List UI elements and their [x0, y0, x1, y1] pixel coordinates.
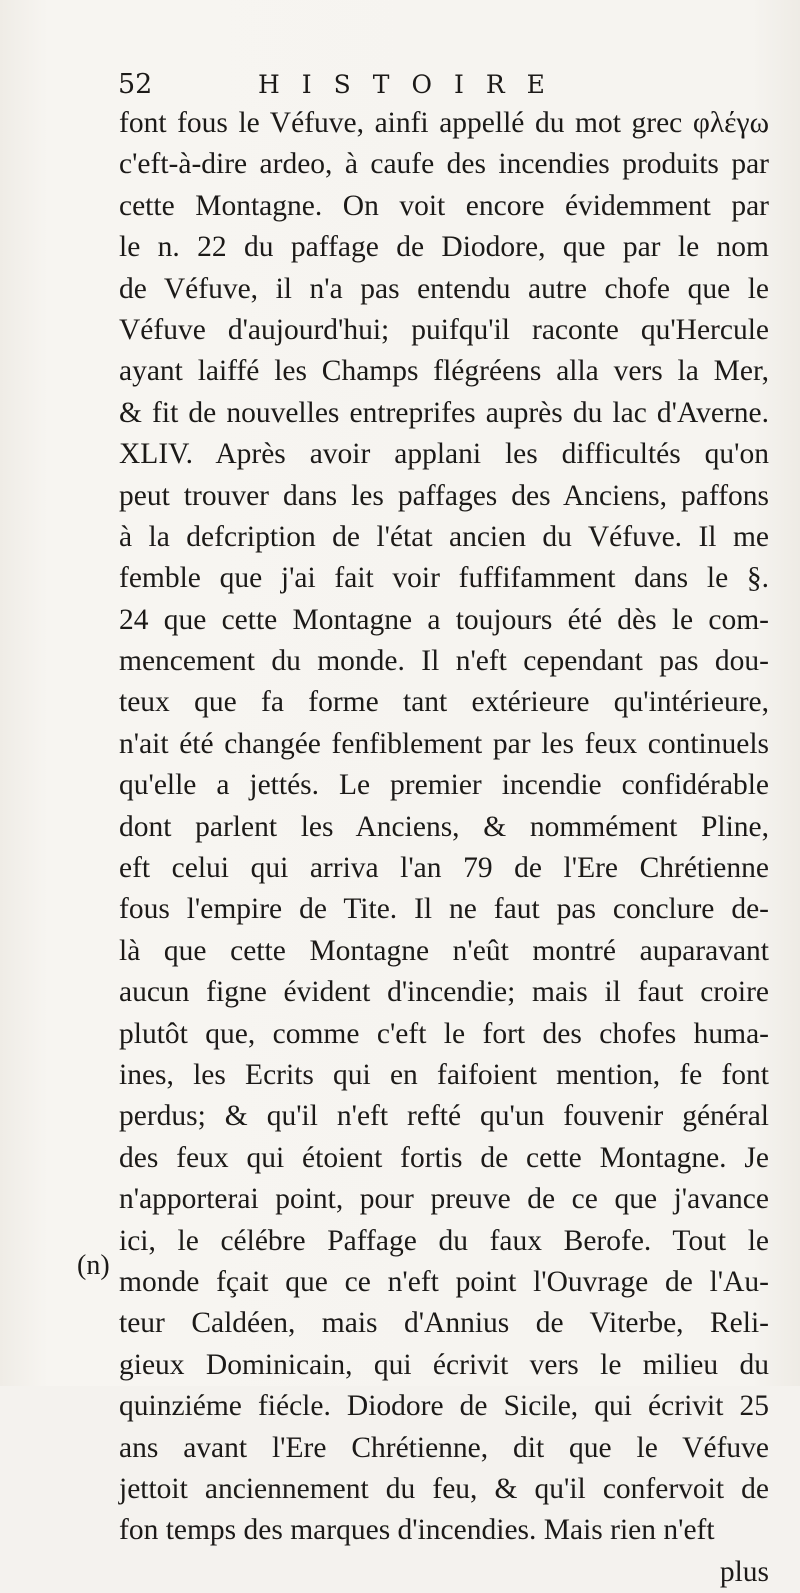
text-line: là que cette Montagne n'eût montré auparavant — [119, 934, 769, 967]
text-line: c'eft-à-dire ardeo, à caufe des incendies produits par — [119, 148, 769, 181]
page-header — [118, 68, 758, 102]
text-line: mencement du monde. Il n'eft cependant pas dou- — [119, 645, 769, 678]
text-line: fous l'empire de Tite. Il ne faut pas conclure de- — [119, 893, 769, 926]
page-number: 52 — [118, 69, 153, 100]
text-line: plutôt que, comme c'eft le fort des chofes huma- — [119, 1017, 769, 1050]
text-line: ici, le célébre Paffage du faux Berofe. Tout le — [119, 1224, 769, 1257]
text-line: ines, les Ecrits qui en faifoient mention, fe font — [119, 1058, 769, 1091]
text-line: XLIV. Après avoir applani les difficultés qu'on — [119, 438, 769, 471]
text-line: gieux Dominicain, qui écrivit vers le milieu du — [119, 1348, 769, 1381]
text-line: font fous le Véfuve, ainfi appellé du mot grec φλέγω — [119, 107, 769, 139]
text-line: n'apporterai point, pour preuve de ce que j'avance — [119, 1183, 769, 1216]
text-line: teux que fa forme tant extérieure qu'intérieure, — [119, 686, 769, 719]
text-line: ayant laiffé les Champs flégréens alla vers la Mer, — [119, 355, 769, 388]
text-line: à la defcription de l'état ancien du Véfuve. Il me — [119, 520, 769, 553]
text-line: le n. 22 du paffage de Diodore, que par le nom — [119, 231, 769, 264]
text-line: femble que j'ai fait voir fuffifamment dans le §. — [119, 562, 769, 595]
text-line: perdus; & qu'il n'eft refté qu'un fouvenir général — [119, 1100, 769, 1133]
text-line: cette Montagne. On voit encore évidemment par — [119, 189, 769, 222]
text-line: des feux qui étoient fortis de cette Montagne. Je — [119, 1141, 769, 1174]
text-line: 24 que cette Montagne a toujours été dès le com- — [119, 603, 769, 636]
text-line: de Véfuve, il n'a pas entendu autre chofe que le — [119, 272, 769, 305]
text-line: monde fçait que ce n'eft point l'Ouvrage de l'Au- — [119, 1265, 769, 1298]
text-line: fon temps des marques d'incendies. Mais rien n'eft — [119, 1514, 715, 1547]
text-line: peut trouver dans les paffages des Anciens, paffons — [119, 479, 769, 512]
text-line: ans avant l'Ere Chrétienne, dit que le Véfuve — [119, 1431, 769, 1464]
text-line: Véfuve d'aujourd'hui; puifqu'il raconte qu'Hercule — [119, 313, 769, 346]
running-title: HISTOIRE — [258, 70, 567, 99]
text-line: dont parlent les Anciens, & nommément Pline, — [119, 810, 769, 843]
text-line: n'ait été changée fenfiblement par les feux continuels — [119, 727, 769, 760]
text-line: & fit de nouvelles entreprifes auprès du lac d'Averne. — [119, 396, 769, 429]
catchword: plus — [719, 1555, 769, 1588]
text-line: teur Caldéen, mais d'Annius de Viterbe, Reli- — [119, 1307, 769, 1340]
footnote-marker: (n) — [77, 1250, 110, 1281]
text-line: aucun figne évident d'incendie; mais il faut croire — [119, 976, 769, 1009]
text-line: jettoit anciennement du feu, & qu'il confervoit de — [119, 1472, 769, 1505]
text-line: eft celui qui arriva l'an 79 de l'Ere Chrétienne — [119, 852, 769, 885]
body-text — [119, 103, 769, 1593]
text-line: quinziéme fiécle. Diodore de Sicile, qui écrivit 25 — [119, 1390, 769, 1423]
text-line: qu'elle a jettés. Le premier incendie confidérable — [119, 769, 769, 802]
